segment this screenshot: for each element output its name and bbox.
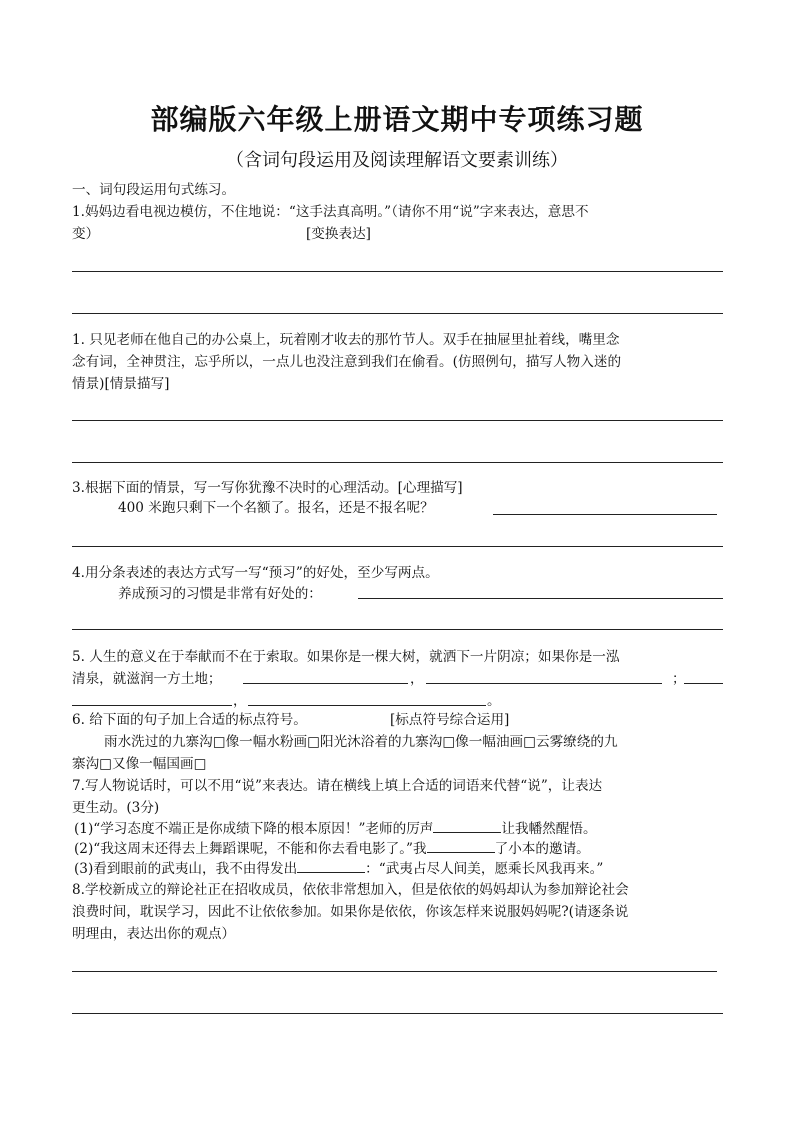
question-8-text-cont: 浪费时间，耽误学习，因此不让依依参加。如果你是依依，你该怎样来说服妈妈呢?(请逐条说 — [72, 904, 629, 920]
question-6-tag: [标点符号综合运用] — [390, 712, 510, 728]
answer-blank[interactable] — [433, 818, 501, 833]
section-heading: 一、词句段运用句式练习。 — [72, 182, 236, 198]
answer-line[interactable] — [72, 1013, 723, 1014]
question-6-text: 6. 给下面的句子加上合适的标点符号。 — [72, 712, 307, 728]
answer-line[interactable] — [72, 546, 723, 547]
answer-line[interactable] — [72, 271, 723, 272]
question-2-text-cont: 情景)[情景描写] — [72, 376, 170, 392]
question-5-text-cont: 清泉，就滋润一方土地； — [72, 671, 222, 687]
punctuation: ， — [410, 671, 424, 687]
page-subtitle: （含词句段运用及阅读理解语文要素训练） — [226, 150, 568, 171]
answer-blank[interactable] — [684, 683, 723, 684]
answer-blank[interactable] — [493, 514, 717, 515]
answer-blank[interactable] — [358, 598, 723, 599]
punctuation: ， — [233, 693, 247, 709]
question-3-text: 3.根据下面的情景，写一写你犹豫不决时的心理活动。[心理描写] — [72, 480, 463, 496]
answer-blank[interactable] — [248, 705, 486, 706]
question-1-tag: [变换表达] — [306, 226, 371, 242]
page-title: 部编版六年级上册语文期中专项练习题 — [150, 103, 644, 136]
question-2-text-cont: 念有词，全神贯注，忘乎所以，一点儿也没注意到我们在偷看。(仿照例句，描写人物入迷的 — [72, 354, 622, 370]
question-7-sentence-2: (2)“我这周末还得去上舞蹈课呢，不能和你去看电影了。”我 了小本的邀请。 — [74, 838, 590, 859]
punctuation: 。 — [487, 693, 501, 709]
answer-blank[interactable] — [297, 858, 365, 873]
question-7-sentence-3: (3)看到眼前的武夷山，我不由得发出 ：“武夷占尽人间美，愿乘长风我再来。” — [74, 858, 603, 879]
punctuation: ； — [672, 671, 686, 687]
question-1-text: 1.妈妈边看电视边模仿，不住地说：“这手法真高明。”（请你不用“说”字来表达，意思不 — [72, 204, 589, 220]
question-7-text-cont: 更生动。(3分) — [72, 800, 160, 816]
answer-line[interactable] — [72, 462, 723, 463]
question-8-text-cont: 明理由，表达出你的观点） — [72, 926, 236, 942]
answer-blank[interactable] — [243, 683, 408, 684]
answer-line[interactable] — [72, 420, 723, 421]
question-4-text: 4.用分条表述的表达方式写一写“预习”的好处，至少写两点。 — [72, 565, 439, 581]
question-4-prompt: 养成预习的习惯是非常有好处的： — [118, 586, 322, 602]
answer-blank[interactable] — [72, 705, 232, 706]
question-1-text-cont: 变） — [72, 226, 100, 242]
answer-line[interactable] — [72, 629, 723, 630]
answer-blank[interactable] — [427, 838, 495, 853]
answer-blank[interactable] — [426, 683, 662, 684]
question-7-sentence-1: (1)“学习态度不端正是你成绩下降的根本原因！”老师的厉声 让我幡然醒悟。 — [74, 818, 597, 839]
question-5-text: 5. 人生的意义在于奉献而不在于索取。如果你是一棵大树，就洒下一片阴凉；如果你是一泓 — [72, 649, 620, 665]
answer-line[interactable] — [72, 971, 717, 972]
question-7-text: 7.写人物说话时，可以不用“说”来表达。请在横线上填上合适的词语来代替“说”，让表达 — [72, 778, 603, 794]
question-8-text: 8.学校新成立的辩论社正在招收成员，依依非常想加入，但是依依的妈妈却认为参加辩论社会 — [72, 882, 629, 898]
question-6-sentence: 雨水洗过的九寨沟□像一幅水粉画□阳光沐浴着的九寨沟□像一幅油画□云雾缭绕的九 — [104, 734, 618, 750]
answer-line[interactable] — [72, 313, 723, 314]
question-2-text: 1. 只见老师在他自己的办公桌上，玩着刚才收去的那竹节人。双手在抽屉里扯着线，嘴里念 — [72, 332, 620, 348]
question-6-sentence-cont: 寨沟□又像一幅国画□ — [72, 756, 207, 772]
question-3-scenario: 400 米跑只剩下一个名额了。报名，还是不报名呢？ — [118, 500, 434, 516]
